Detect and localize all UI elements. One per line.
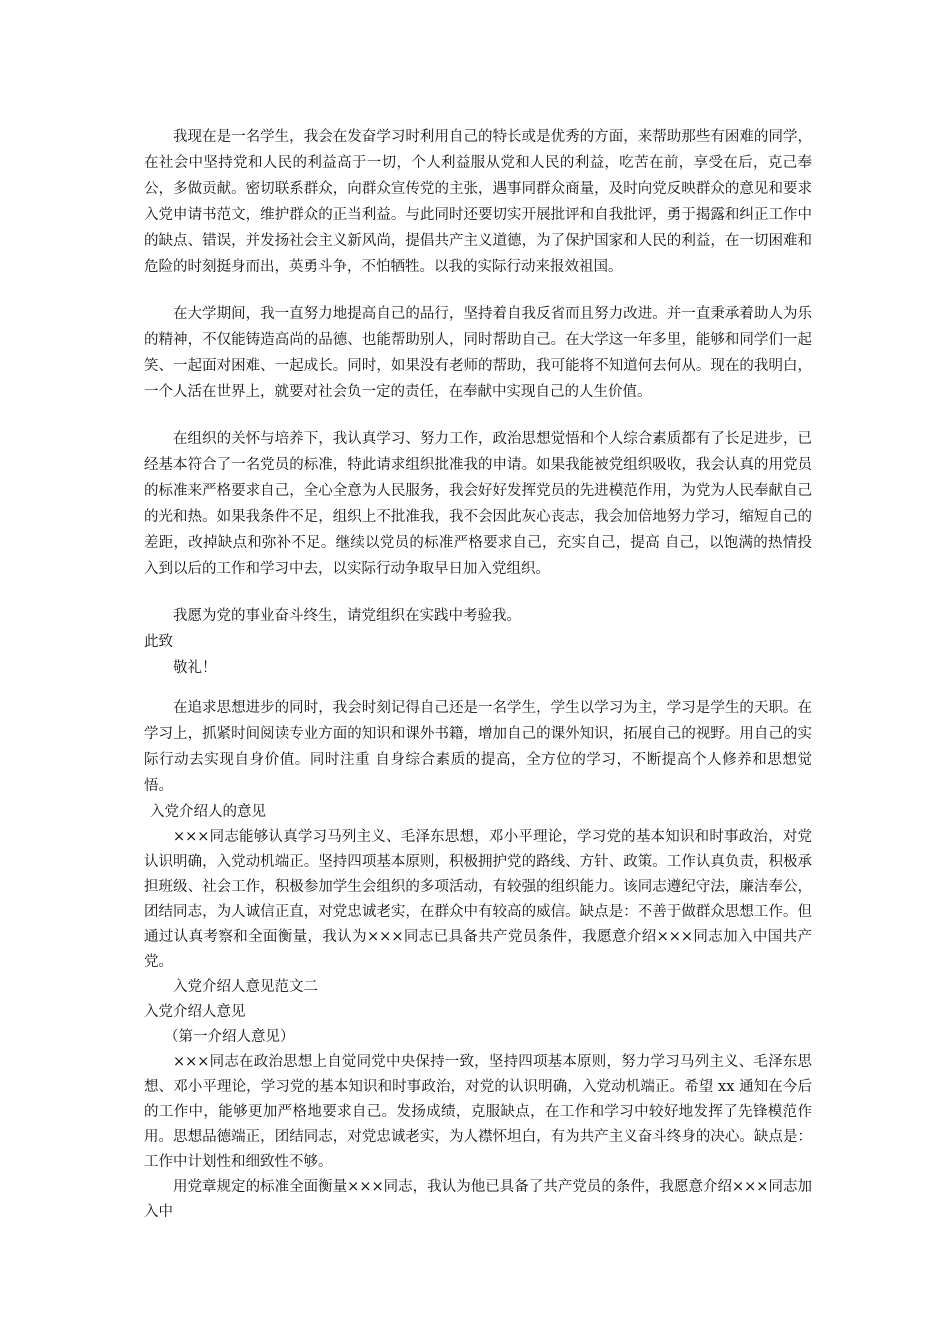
paragraph-student-commitment: 我现在是一名学生，我会在发奋学习时利用自己的特长或是优秀的方面，来帮助那些有困难的同学，在社会中坚持党和人民的利益高于一切，个人利益服从党和人民的利益，吃苦在前，享受在后，克己奉公，多做贡献。密切联系群众，向群众宣传党的主张，遇事同群众商量，及时向党反映群众的意见和要求入党申请书范文，维护群众的正当利益。与此同时还要切实开展批评和自我批评，勇于揭露和纠正工作中的缺点、错误，并发扬社会主义新风尚，提倡共产主义道德，为了保护国家和人民的利益，在一切困难和危险的时刻挺身而出，英勇斗争，不怕牺牲。以我的实际行动来报效祖国。 [144,129,812,275]
paragraph-lifelong-pledge: 我愿为党的事业奋斗终生，请党组织在实践中考验我。 [173,608,521,624]
heading-introducer-opinion-2: 入党介绍人意见 [144,1004,246,1020]
paragraph-first-introducer-opinion: ×××同志在政治思想上自觉同党中央保持一致，坚持四项基本原则，努力学习马列主义、毛泽东思想、邓小平理论，学习党的基本知识和时事政治，对党的认识明确，入党动机端正。希望 xx 通知在今后的工作中，能够更加严格地要求自己。发扬成绩，克服缺点，在工作和学习中较好地发挥了先锋模范作用。思想品德端正，团结同志，对党忠诚老实，为人襟怀坦白，有为共产主义奋斗终身的决心。缺点是：工作中计划性和细致性不够。 [144,1054,812,1170]
heading-sample-two: 入党介绍人意见范文二 [173,979,318,995]
document-page [144,124,812,1225]
paragraph-introducer-opinion: ×××同志能够认真学习马列主义、毛泽东思想，邓小平理论，学习党的基本知识和时事政治，对党认识明确，入党动机端正。坚持四项基本原则，积极拥护党的路线、方针、政策。工作认真负责，积极承担班级、社会工作，积极参加学生会组织的多项活动，有较强的组织能力。该同志遵纪守法，廉洁奉公，团结同志，为人诚信正直，对党忠诚老实，在群众中有较高的威信。缺点是：不善于做群众思想工作。但通过认真考察和全面衡量，我认为×××同志已具备共产党员条件，我愿意介绍×××同志加入中国共产党。 [144,829,812,970]
heading-introducer-opinion: 入党介绍人的意见 [150,804,266,820]
heading-first-introducer: （第一介绍人意见） [164,1029,295,1045]
paragraph-organization-care: 在组织的关怀与培养下，我认真学习、努力工作，政治思想觉悟和个人综合素质都有了长足进步，已经基本符合了一名党员的标准，特此请求组织批准我的申请。如果我能被党组织吸收，我会认真的用党员的标准来严格要求自己，全心全意为人民服务，我会好好发挥党员的先进模范作用，为党为人民奉献自己的光和热。如果我条件不足，组织上不批准我，我不会因此灰心丧志，我会加倍地努力学习，缩短自己的差距，改掉缺点和弥补不足。继续以党员的标准严格要求自己，充实自己，提高 自己，以饱满的热情投入到以后的工作和学习中去，以实际行动争取早日加入党组织。 [144,431,812,577]
salute-phrase: 敬礼！ [173,660,217,676]
paragraph-university-period: 在大学期间，我一直努力地提高自己的品行，坚持着自我反省而且努力改进。并一直秉承着助人为乐的精神，不仅能铸造高尚的品德、也能帮助别人，同时帮助自己。在大学这一年多里，能够和同学们一起笑、一起面对困难、一起成长。同时，如果没有老师的帮助，我可能将不知道何去何从。现在的我明白，一个人活在世界上，就要对社会负一定的责任，在奉献中实现自己的人生价值。 [144,306,812,400]
paragraph-final-assessment: 用党章规定的标准全面衡量×××同志，我认为他已具备了共产党员的条件，我愿意介绍×××同志加入中 [144,1179,812,1220]
closing-phrase: 此致 [144,634,173,650]
paragraph-study-focus: 在追求思想进步的同时，我会时刻记得自己还是一名学生，学生以学习为主，学习是学生的天职。在学习上，抓紧时间阅读专业方面的知识和课外书籍，增加自己的课外知识，拓展自己的视野。用自己的实际行动去实现自身价值。同时注重 自身综合素质的提高，全方位的学习，不断提高个人修养和思想觉悟。 [144,700,812,794]
